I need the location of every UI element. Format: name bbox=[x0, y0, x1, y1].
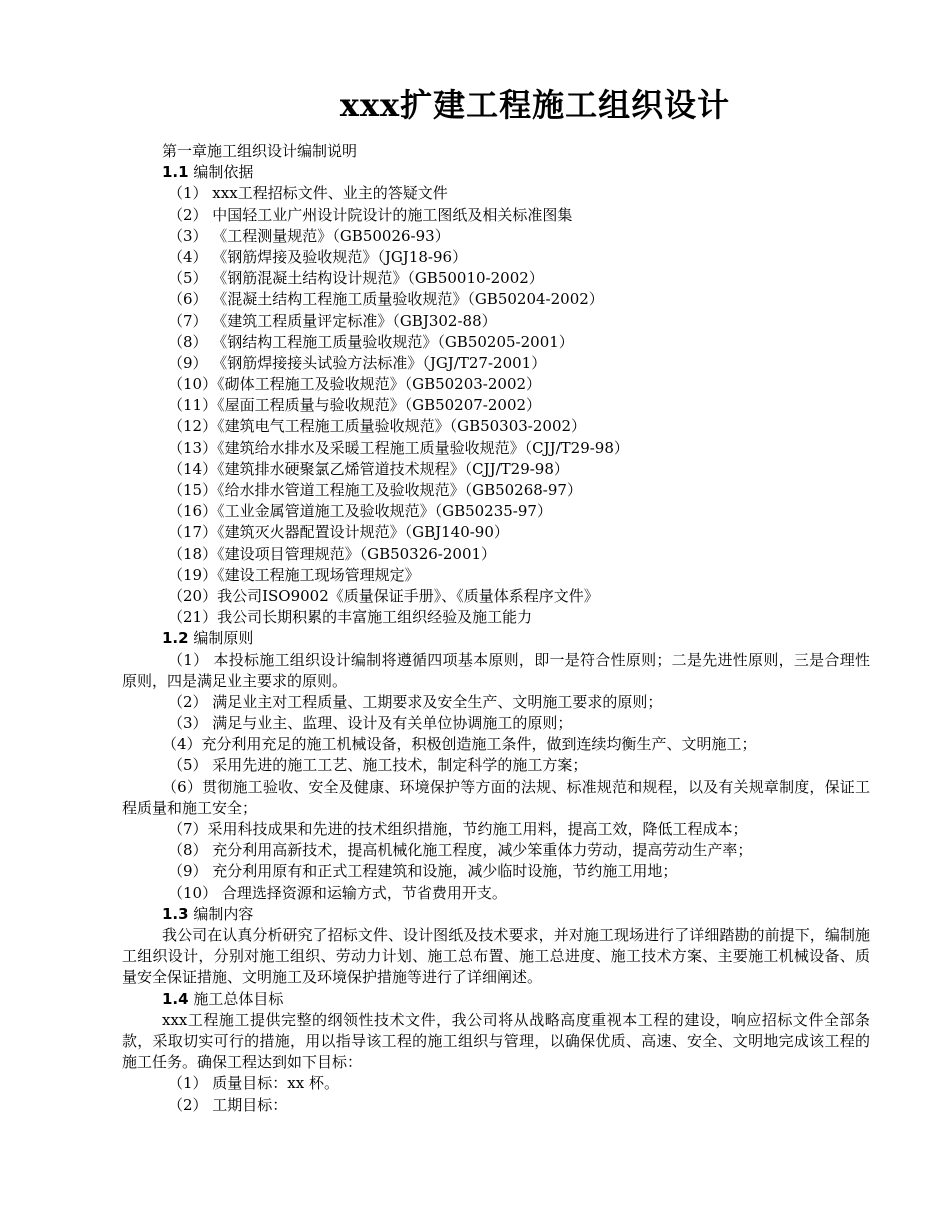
list-item: （1） 质量目标：xx 杯。 bbox=[168, 1074, 339, 1093]
list-item: （10） 合理选择资源和运输方式，节省费用开支。 bbox=[168, 883, 507, 902]
list-item: （1） 本投标施工组织设计编制将遵循四项基本原则，即一是符合性原则；二是先进性原则，三是合理性原则，四是满足业主要求的原则。 bbox=[122, 650, 870, 690]
section-title: 编制原则 bbox=[193, 629, 254, 648]
document-title: xxx扩建工程施工组织设计 bbox=[339, 86, 731, 124]
list-item: （5） 《钢筋混凝土结构设计规范》（GB50010-2002） bbox=[168, 269, 544, 288]
list-item: （7） 《建筑工程质量评定标准》（GBJ302-88） bbox=[168, 311, 497, 330]
section-heading-1-1 bbox=[122, 162, 870, 183]
list-item: （10）《砌体工程施工及验收规范》（GB50203-2002） bbox=[168, 375, 542, 394]
section-number: 1.4 bbox=[162, 989, 189, 1008]
list-item: （14）《建筑排水硬聚氯乙烯管道技术规程》（CJJ/T29-98） bbox=[168, 459, 569, 478]
section-heading-1-4 bbox=[122, 989, 870, 1010]
body-paragraph: xxx工程施工提供完整的纲领性技术文件，我公司将从战略高度重视本工程的建设，响应招标文件全部条款，采取切实可行的措施，用以指导该工程的施工组织与管理，以确保优质、高速、安全、文明地完成该工程的施工任务。确保工程达到如下目标： bbox=[122, 1010, 870, 1072]
list-item: （6） 《混凝土结构工程施工质量验收规范》（GB50204-2002） bbox=[168, 290, 604, 309]
section-number: 1.3 bbox=[162, 904, 189, 923]
section-title: 施工总体目标 bbox=[193, 989, 284, 1008]
body-paragraph: 我公司在认真分析研究了招标文件、设计图纸及技术要求，并对施工现场进行了详细踏勘的前提下，编制施工组织设计，分别对施工组织、劳动力计划、施工总布置、施工总进度、施工技术方案、主要施工机械设备、质量安全保证措施、文明施工及环境保护措施等进行了详细阐述。 bbox=[122, 926, 870, 987]
section-heading-1-3 bbox=[122, 904, 870, 925]
list-item: （4） 《钢筋焊接及验收规范》（JGJ18-96） bbox=[168, 247, 468, 266]
list-item: （20）我公司ISO9002《质量保证手册》、《质量体系程序文件》 bbox=[168, 586, 599, 605]
list-item: （3） 满足与业主、监理、设计及有关单位协调施工的原则； bbox=[168, 714, 573, 733]
list-item: （15）《给水排水管道工程施工及验收规范》（GB50268-97） bbox=[168, 481, 582, 499]
list-item: （19）《建设工程施工现场管理规定》 bbox=[168, 565, 420, 584]
list-item: （11）《屋面工程质量与验收规范》（GB50207-2002） bbox=[168, 396, 542, 415]
list-item: （2） 中国轻工业广州设计院设计的施工图纸及相关标准图集 bbox=[168, 205, 573, 224]
section-number: 1.2 bbox=[162, 629, 189, 648]
list-item: （4）充分利用充足的施工机械设备，积极创造施工条件，做到连续均衡生产、文明施工； bbox=[162, 735, 757, 754]
list-item: （6）贯彻施工验收、安全及健康、环境保护等方面的法规、标准规范和规程，以及有关规章制度，保证工程质量和施工安全； bbox=[122, 777, 870, 817]
list-item: （9） 充分利用原有和正式工程建筑和设施，减少临时设施，节约施工用地； bbox=[168, 862, 678, 881]
list-item: （18）《建设项目管理规范》（GB50326-2001） bbox=[168, 544, 497, 563]
list-item: （17）《建筑灭火器配置设计规范》（GBJ140-90） bbox=[168, 523, 509, 542]
list-item: （7）采用科技成果和先进的技术组织措施，节约施工用料，提高工效，降低工程成本； bbox=[168, 820, 748, 839]
section-number: 1.1 bbox=[162, 163, 189, 182]
list-item: （3） 《工程测量规范》（GB50026-93） bbox=[168, 226, 450, 245]
list-item: （8） 充分利用高新技术，提高机械化施工程度，减少笨重体力劳动，提高劳动生产率； bbox=[168, 841, 753, 860]
list-item: （2） 满足业主对工程质量、工期要求及安全生产、文明施工要求的原则； bbox=[168, 692, 663, 711]
document-body bbox=[122, 141, 870, 1116]
section-title: 编制依据 bbox=[193, 163, 254, 182]
list-item: （2） 工期目标： bbox=[168, 1095, 288, 1114]
section-title: 编制内容 bbox=[193, 904, 254, 923]
list-item: （1） xxx工程招标文件、业主的答疑文件 bbox=[168, 184, 448, 203]
list-item: （13）《建筑给水排水及采暖工程施工质量验收规范》（CJJ/T29-98） bbox=[168, 438, 629, 457]
list-item: （5） 采用先进的施工工艺、施工技术，制定科学的施工方案； bbox=[168, 756, 588, 775]
list-item: （9） 《钢筋焊接接头试验方法标准》（JGJ/T27-2001） bbox=[168, 353, 547, 372]
list-item: （8） 《钢结构工程施工质量验收规范》（GB50205-2001） bbox=[168, 332, 574, 351]
chapter-heading: 第一章施工组织设计编制说明 bbox=[162, 142, 358, 160]
list-item: （16）《工业金属管道施工及验收规范》（GB50235-97） bbox=[168, 502, 552, 521]
list-item: （12）《建筑电气工程施工质量验收规范》（GB50303-2002） bbox=[168, 417, 587, 436]
section-heading-1-2 bbox=[122, 628, 870, 649]
list-item: （21）我公司长期积累的丰富施工组织经验及施工能力 bbox=[168, 608, 533, 627]
